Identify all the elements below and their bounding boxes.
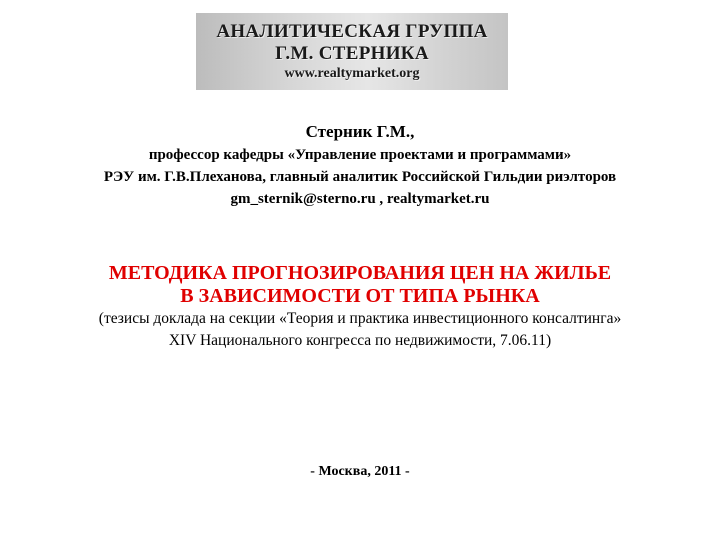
talk-title-line1: МЕТОДИКА ПРОГНОЗИРОВАНИЯ ЦЕН НА ЖИЛЬЕ (108, 262, 612, 284)
place-date: - Москва, 2011 - (310, 464, 410, 479)
talk-subtitle-line1: (тезисы доклада на секции «Теория и практика инвестиционного консалтинга» (98, 310, 622, 327)
banner-name: Г.М. СТЕРНИКА (275, 43, 429, 64)
talk-subtitle-line2: XIV Национального конгресса по недвижимости, 7.06.11) (168, 332, 552, 349)
author-contacts: gm_sternik@sterno.ru , realtymarket.ru (230, 191, 490, 207)
banner-title: АНАЛИТИЧЕСКАЯ ГРУППА (216, 21, 488, 42)
author-position: профессор кафедры «Управление проектами и программами» (148, 147, 572, 163)
author-affiliation: РЭУ им. Г.В.Плеханова, главный аналитик Российской Гильдии риэлторов (103, 169, 617, 185)
logo-banner (196, 13, 508, 90)
author-name: Стерник Г.М., (305, 122, 415, 141)
talk-block (0, 262, 720, 352)
talk-title-line2: В ЗАВИСИМОСТИ ОТ ТИПА РЫНКА (180, 285, 540, 307)
banner-website: www.realtymarket.org (284, 66, 420, 81)
author-block (0, 120, 720, 210)
